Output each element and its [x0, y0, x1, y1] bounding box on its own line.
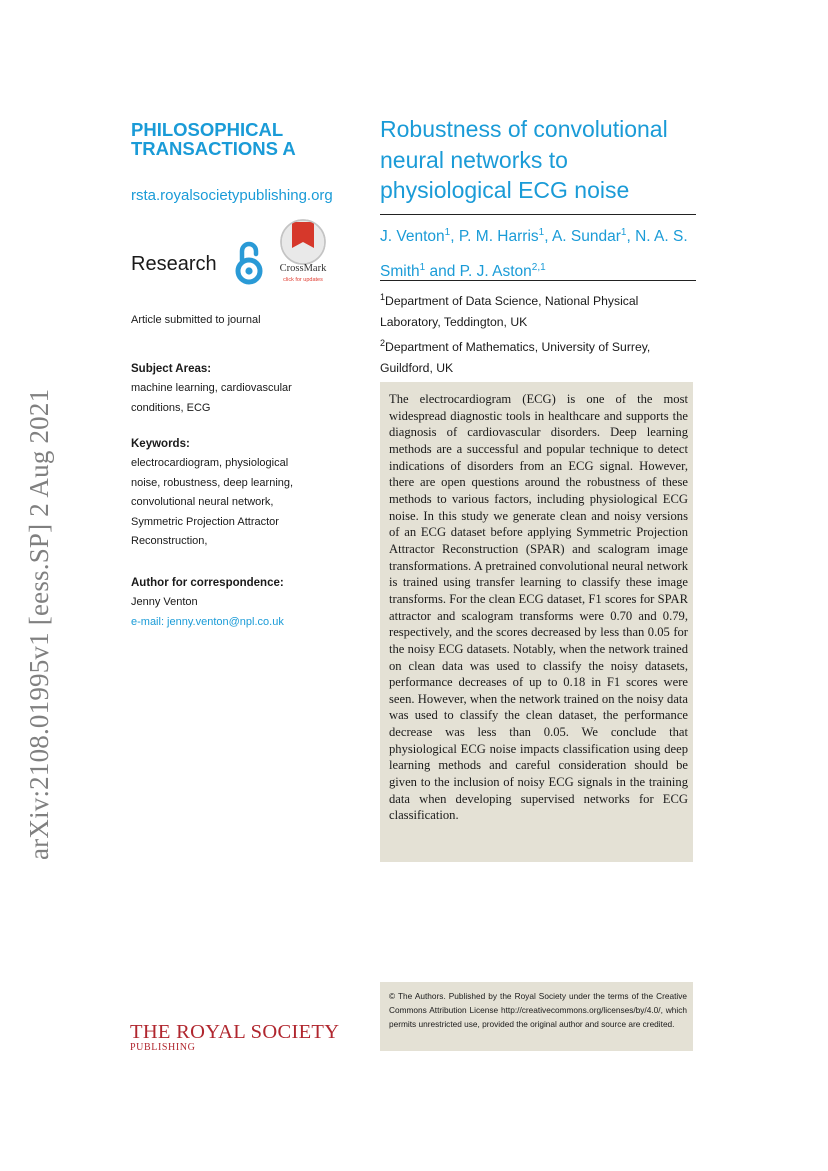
keyword-line: noise, robustness, deep learning, — [131, 476, 294, 489]
author-name: P. M. Harris — [458, 228, 539, 246]
subject-heading: Subject Areas: — [131, 363, 212, 375]
author-sep: , — [544, 228, 552, 246]
affiliation-text: Department of Data Science, National Physical Laboratory, Teddington, UK — [380, 294, 639, 329]
journal-name-line2: TRANSACTIONS A — [131, 138, 296, 159]
author-affil: 1 — [538, 227, 545, 238]
author-list — [380, 217, 700, 287]
author-affil: 2,1 — [531, 262, 546, 274]
keyword-line: Symmetric Projection Attractor — [131, 515, 279, 528]
correspondence — [131, 574, 331, 632]
open-access-icon[interactable] — [234, 238, 264, 286]
author-name: A. Sundar — [551, 228, 621, 246]
author-name: J. Venton — [380, 228, 445, 246]
keyword-line: Reconstruction, — [131, 535, 208, 547]
paper-title — [380, 114, 700, 206]
author-sep: , — [626, 228, 636, 246]
correspondence-email[interactable]: e-mail: jenny.venton@npl.co.uk — [131, 615, 284, 628]
correspondence-heading: Author for correspondence: — [131, 577, 284, 589]
abstract-text: The electrocardiogram (ECG) is one of the most widespread diagnostic tools in healthcare and supports the diagnosis of cardiovascular disorders. Deep learning methods are a successful and popular technique to detect indications of disorders from an ECG signal. However, there are open questions around the robustness of these methods to various factors, including physiological ECG noise. In this study we generate clean and noisy versions of an ECG dataset before applying Symmetric Projection Attractor Reconstruction (SPAR) and scalogram image transformations. A pretrained convolutional neural network is trained using transfer learning to classify these image transforms. For the clean ECG dataset, F1 scores for SPAR attractor and scalogram transforms were 0.70 and 0.79, respectively, and the scores decreased by less than 0.05 for the noisy ECG datasets. Notably, when the network trained on clean data was used to classify the noisy datasets, performance decreases of up to 0.18 in F1 scores were seen. However, when the network trained on the noisy data was used to classify the clean dataset, the performance decrease was less than 0.05. We conclude that physiological ECG noise impacts classification using deep learning methods and careful consideration should be given to the inclusion of noisy ECG signals in the training data when developing supervised networks for ECG classification. — [389, 392, 688, 823]
title-line: Robustness of convolutional — [380, 116, 668, 142]
subject-line: machine learning, cardiovascular — [131, 382, 292, 394]
crossmark-label: CrossMark — [279, 263, 327, 274]
title-line: neural networks to — [380, 146, 568, 173]
correspondence-name: Jenny Venton — [131, 596, 198, 608]
author-affil: 1 — [620, 227, 627, 238]
author-affil: 1 — [419, 262, 426, 274]
article-type: Research — [131, 253, 217, 275]
subject-areas — [131, 360, 331, 418]
author-sep: , — [450, 228, 459, 246]
submission-status: Article submitted to journal — [131, 314, 261, 326]
affiliations — [380, 287, 690, 378]
license-text: © The Authors. Published by the Royal Society under the terms of the Creative Commons Attribution License http://creativecommons.org/licenses/by/4.0/, which permits unrestricted use, provided the original author and source are credited. — [389, 991, 687, 1029]
author-name: P. J. Aston — [459, 263, 532, 281]
journal-name-line1: PHILOSOPHICAL — [131, 119, 284, 140]
title-line: physiological ECG noise — [380, 177, 630, 203]
subject-line: conditions, ECG — [131, 401, 211, 414]
journal-website[interactable]: rsta.royalsocietypublishing.org — [131, 187, 333, 204]
author-sep: and — [425, 263, 460, 281]
affiliation-number: 2 — [380, 337, 386, 348]
affiliation — [380, 287, 690, 333]
keywords-heading: Keywords: — [131, 438, 190, 450]
journal-name — [131, 120, 361, 158]
arxiv-id: arXiv:2108.01995v1 [eess.SP] 2 Aug 2021 — [24, 388, 54, 860]
keyword-line: convolutional neural network, — [131, 496, 274, 508]
arxiv-stamp — [14, 360, 64, 860]
keywords — [131, 435, 331, 552]
publisher-logo-sub: PUBLISHING — [130, 1042, 196, 1053]
title-rule — [380, 214, 696, 215]
publisher-logo-name: THE ROYAL SOCIETY — [130, 1021, 340, 1043]
affiliation-number: 1 — [380, 292, 386, 302]
authors-rule — [380, 280, 696, 281]
affiliation-text: Department of Mathematics, University of Surrey, Guildford, UK — [380, 339, 651, 375]
author-affil: 1 — [444, 227, 451, 238]
keyword-line: electrocardiogram, physiological — [131, 457, 289, 469]
affiliation — [380, 333, 690, 379]
crossmark-sub: click for updates — [283, 277, 323, 283]
author-name: N. A. S. Smith — [380, 228, 688, 281]
